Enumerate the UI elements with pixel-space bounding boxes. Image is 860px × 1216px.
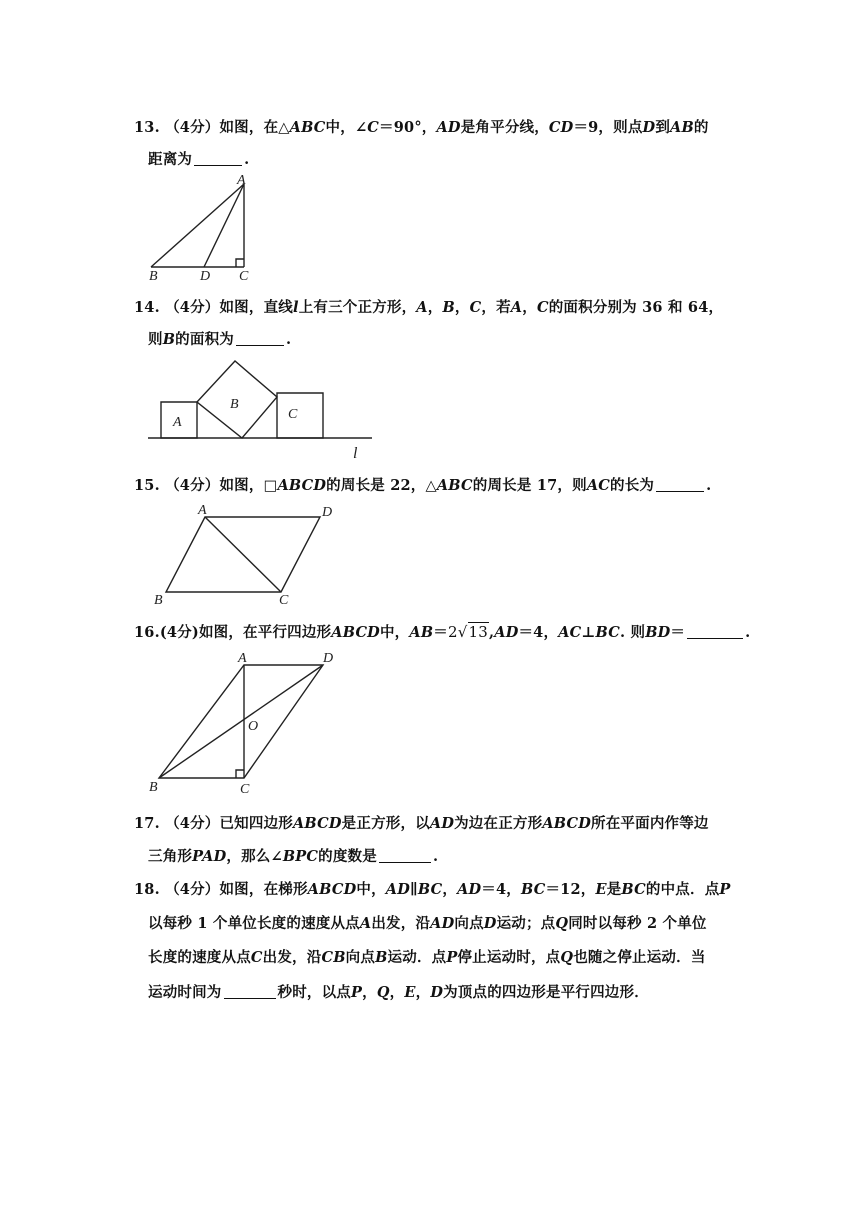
label-a: A <box>237 173 246 188</box>
q14-text: 的面积分别为 36 和 64， <box>548 299 724 316</box>
q18-score: （4分） <box>165 881 220 898</box>
label-a: A <box>173 415 182 430</box>
q18-text: 为顶点的四边形是平行四边形． <box>443 984 649 1001</box>
diagonal-ac <box>205 517 281 592</box>
q17-text: 的度数是 <box>318 848 377 865</box>
q18-text: 运动．点 <box>387 949 447 966</box>
q17-text: 已知四边形 <box>219 815 293 832</box>
q16-var: BC <box>595 624 620 641</box>
q15-var: ABCD <box>277 477 327 494</box>
answer-blank <box>236 331 284 347</box>
q13-text: 是角平分线， <box>460 119 549 136</box>
q16-figure <box>145 648 345 796</box>
label-d: D <box>322 505 333 520</box>
q17-text: 所在平面内作等边 <box>591 815 709 832</box>
answer-blank <box>379 848 431 864</box>
q15-text: 的周长是 22，△ <box>326 477 437 494</box>
q18-line2 <box>148 912 707 933</box>
q17-text: . <box>432 848 439 865</box>
q13-text: 中，∠ <box>325 119 368 136</box>
q15-score: （4分） <box>165 477 220 494</box>
q18-var: Q <box>560 949 574 966</box>
q15-number: 15. <box>134 477 160 494</box>
q16-var: AD <box>494 624 519 641</box>
q17-text: 为边在正方形 <box>454 815 543 832</box>
q14-var: B <box>162 331 176 348</box>
label-b: B <box>154 593 163 608</box>
q17-var: BPC <box>282 848 319 865</box>
q16-text: ＝ <box>433 624 448 641</box>
q18-text: ＝12， <box>545 881 596 898</box>
q18-var: BC <box>417 881 443 898</box>
square-c <box>277 393 323 438</box>
q18-var: CB <box>321 949 346 966</box>
q18-var: A <box>359 915 372 932</box>
q18-var: E <box>404 984 416 1001</box>
q16-var: AC <box>558 624 582 641</box>
q18-text: ， <box>389 984 405 1001</box>
q16-text: , <box>489 624 495 641</box>
diagonal-bd <box>159 665 323 778</box>
segment-ba <box>151 184 244 267</box>
q14-var: C <box>469 299 482 316</box>
q17-var: PAD <box>192 848 227 865</box>
q14-var: l <box>292 299 299 316</box>
q18-text: 中， <box>356 881 386 898</box>
answer-blank <box>687 624 743 640</box>
q13-text: . <box>244 151 250 168</box>
q18-text: 如图，在梯形 <box>219 881 308 898</box>
q17-text: 三角形 <box>148 848 193 865</box>
q14-text: ， <box>454 299 470 316</box>
q18-text: ， <box>415 984 431 1001</box>
q14-text: 则 <box>148 331 163 348</box>
q16-text: . <box>745 624 751 641</box>
q13-line2 <box>148 148 249 169</box>
q14-var: B <box>442 299 455 316</box>
label-l: l <box>353 445 358 462</box>
q16-line1 <box>134 621 750 642</box>
q14-var: A <box>510 299 523 316</box>
q13-text: 的 <box>693 119 709 136</box>
q17-number: 17. <box>134 815 160 832</box>
right-angle-mark <box>236 259 244 267</box>
q15-text: 的长为 <box>610 477 655 494</box>
q13-number: 13. <box>134 119 160 136</box>
q18-line4 <box>148 981 649 1002</box>
q13-text: 距离为 <box>148 151 193 168</box>
q18-var: AD <box>385 881 411 898</box>
q18-text: ， <box>362 984 377 1001</box>
q18-text: 出发，沿 <box>371 915 431 932</box>
q16-text: ＝4， <box>518 624 559 641</box>
q18-var: D <box>483 915 497 932</box>
segment-da <box>204 184 244 267</box>
q18-text: 秒时，以点 <box>277 984 351 1001</box>
answer-blank <box>194 151 242 167</box>
right-angle-mark <box>236 770 244 778</box>
q18-text: 向点 <box>454 915 484 932</box>
q17-text: ，那么∠ <box>226 848 283 865</box>
answer-blank <box>656 477 704 493</box>
label-d: D <box>323 651 334 666</box>
q15-var: AC <box>586 477 611 494</box>
q14-score: （4分） <box>165 299 220 316</box>
q15-text: . <box>706 477 712 494</box>
q15-text: 的周长是 17，则 <box>472 477 587 494</box>
q14-number: 14. <box>134 299 160 316</box>
q18-var: E <box>595 881 607 898</box>
q14-text: ， <box>522 299 537 316</box>
q18-var: P <box>719 881 731 898</box>
q18-var: Q <box>376 984 390 1001</box>
q18-text: 出发，沿 <box>262 949 322 966</box>
q18-var: AD <box>457 881 482 898</box>
label-c: C <box>239 269 249 284</box>
q14-text: ， <box>427 299 443 316</box>
q15-var: ABC <box>436 477 473 494</box>
label-b: B <box>230 397 239 412</box>
q18-text: 长度的速度从点 <box>148 949 251 966</box>
q18-text: 向点 <box>345 949 376 966</box>
q18-var: C <box>250 949 263 966</box>
q17-score: （4分） <box>165 815 220 832</box>
q14-var: A <box>416 299 428 316</box>
q18-line1 <box>134 878 731 899</box>
q18-text: ， <box>442 881 458 898</box>
q18-line3 <box>148 946 706 967</box>
sqrt-expression: 2√13 <box>447 623 488 641</box>
q18-var: ABCD <box>307 881 357 898</box>
label-o: O <box>248 719 259 734</box>
sqrt-coefficient: 2 <box>447 623 458 641</box>
q17-line2 <box>148 845 438 866</box>
q13-score: （4分） <box>165 119 220 136</box>
q18-number: 18. <box>134 881 160 898</box>
q18-var: Q <box>555 915 569 932</box>
q18-var: D <box>430 984 444 1001</box>
q18-text: 以每秒 1 个单位长度的速度从点 <box>148 915 360 932</box>
q18-text: ＝4， <box>481 881 521 898</box>
q14-var: C <box>536 299 549 316</box>
q18-var: BC <box>621 881 646 898</box>
q14-line2 <box>148 328 291 349</box>
q13-var: ABC <box>289 119 326 136</box>
q18-var: AD <box>430 915 455 932</box>
q16-text: 如图，在平行四边形 <box>198 624 332 641</box>
q18-var: BC <box>521 881 546 898</box>
q13-text: 如图，在△ <box>219 119 290 136</box>
q14-line1 <box>134 296 723 317</box>
q13-var: AD <box>436 119 461 136</box>
sqrt-radicand: 13 <box>468 623 488 641</box>
q13-text: ＝9，则点 <box>573 119 643 136</box>
q17-var: AD <box>429 815 455 832</box>
q14-text: ，若 <box>481 299 511 316</box>
q15-text: 如图，□ <box>219 477 278 494</box>
q18-var: P <box>446 949 458 966</box>
q14-text: 如图，直线 <box>219 299 293 316</box>
label-b: B <box>149 269 158 284</box>
q18-var: B <box>375 949 388 966</box>
label-d: D <box>200 269 211 284</box>
q14-text: 的面积为 <box>175 331 234 348</box>
q14-text: 上有三个正方形， <box>298 299 417 316</box>
q15-figure <box>150 500 350 608</box>
q13-figure <box>145 172 265 284</box>
label-a: A <box>238 651 247 666</box>
q16-number: 16. <box>134 624 160 641</box>
label-b: B <box>149 780 158 795</box>
q13-line1 <box>134 116 709 137</box>
q13-var: C <box>367 119 380 136</box>
q16-text: ⊥ <box>581 624 596 641</box>
q18-text: 运动时间为 <box>148 984 222 1001</box>
label-c: C <box>279 593 289 608</box>
q16-text: . 则 <box>619 624 646 641</box>
q17-var: ABCD <box>292 815 342 832</box>
q18-text: 同时以每秒 2 个单位 <box>568 915 707 932</box>
q18-text: 运动；点 <box>496 915 556 932</box>
label-c: C <box>288 407 298 422</box>
answer-blank <box>224 984 276 1000</box>
q17-var: ABCD <box>542 815 592 832</box>
q16-text: ＝ <box>670 624 686 641</box>
q18-text: 的中点．点 <box>645 881 720 898</box>
q13-var: AB <box>670 119 694 136</box>
q16-var: ABCD <box>331 624 380 641</box>
q16-text: 中， <box>379 624 410 641</box>
label-a: A <box>198 503 207 518</box>
q18-text: 是 <box>606 881 622 898</box>
label-c: C <box>240 782 250 797</box>
q15-line1 <box>134 474 711 495</box>
q16-var: BD <box>645 624 671 641</box>
q17-text: 是正方形，以 <box>341 815 430 832</box>
q18-var: P <box>351 984 363 1001</box>
q18-text: 也随之停止运动．当 <box>573 949 706 966</box>
q14-figure <box>148 356 378 466</box>
q13-text: ＝90°， <box>379 119 437 136</box>
q13-var: CD <box>548 119 574 136</box>
q17-line1 <box>134 812 709 833</box>
q13-var: D <box>642 119 656 136</box>
q16-score: (4分) <box>159 624 199 641</box>
q18-text: 停止运动时，点 <box>457 949 561 966</box>
q13-text: 到 <box>655 119 671 136</box>
q14-text: . <box>285 331 292 348</box>
q18-text: ∥ <box>410 881 418 898</box>
q16-var: AB <box>409 624 434 641</box>
